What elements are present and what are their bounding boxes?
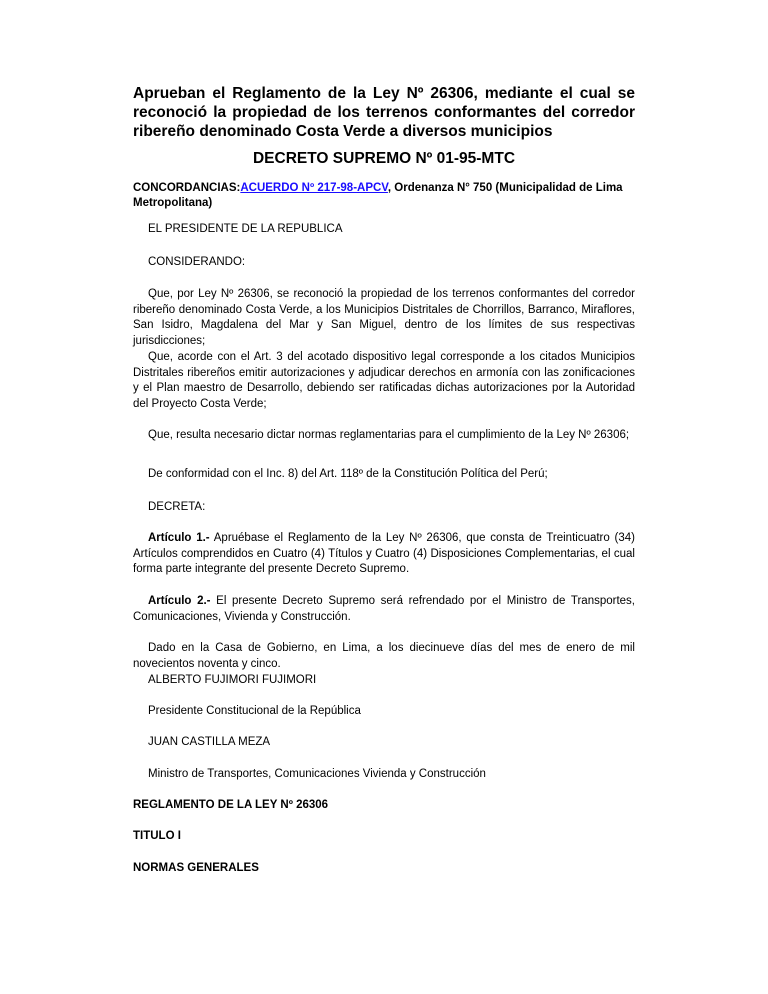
- titulo-heading: TITULO I: [133, 830, 181, 842]
- reglamento-heading: REGLAMENTO DE LA LEY Nº 26306: [133, 799, 329, 811]
- article-2-label: Artículo 2.-: [148, 595, 211, 607]
- paragraph-4: De conformidad con el Inc. 8) del Art. 118º de la Constitución Política del Perú;: [148, 468, 548, 480]
- president-line: EL PRESIDENTE DE LA REPUBLICA: [148, 223, 343, 235]
- decree-number: DECRETO SUPREMO Nº 01-95-MTC: [252, 150, 516, 167]
- document-title: Aprueban el Reglamento de la Ley Nº 26306, mediante el cual se reconoció la propiedad de los terrenos conformantes del corredor ribereño denominado Costa Verde a diversos municipios: [133, 85, 635, 140]
- article-1-label: Artículo 1.-: [148, 532, 210, 544]
- normas-generales-heading: NORMAS GENERALES: [133, 862, 259, 874]
- paragraph-1: Que, por Ley Nº 26306, se reconoció la propiedad de los terrenos conformantes del corredor ribereño denominado Costa Verde, a los Municipios Distritales de Chorrillos, Barranco, Miraflores, San Isidro, Magdalena del Mar y San Miguel, dentro de los límites de sus respectivas jurisdicciones;: [133, 288, 635, 347]
- signer-1-title: Presidente Constitucional de la República: [148, 705, 361, 717]
- concordancias-link[interactable]: ACUERDO Nº 217-98-APCV: [240, 182, 388, 194]
- paragraph-3: Que, resulta necesario dictar normas reglamentarias para el cumplimiento de la Ley Nº 26306;: [148, 429, 630, 441]
- considerando-heading: CONSIDERANDO:: [148, 256, 246, 268]
- decreta-heading: DECRETA:: [148, 501, 206, 513]
- closing-paragraph: Dado en la Casa de Gobierno, en Lima, a los diecinueve días del mes de enero de mil novecientos noventa y cinco.: [133, 642, 635, 670]
- concordancias: [133, 181, 635, 211]
- signer-1-name: ALBERTO FUJIMORI FUJIMORI: [148, 674, 317, 686]
- signer-2-name: JUAN CASTILLA MEZA: [148, 736, 271, 748]
- signer-2-title: Ministro de Transportes, Comunicaciones Vivienda y Construcción: [148, 768, 486, 780]
- concordancias-rest: , Ordenanza N° 750 (Municipalidad de Lima Metropolitana): [133, 182, 623, 209]
- article-1-text: Apruébase el Reglamento de la Ley Nº 26306, que consta de Treinticuatro (34) Artículos comprendidos en Cuatro (4) Títulos y Cuatro (4) Disposiciones Complementarias, el cual forma parte integrante del presente Decreto Supremo.: [133, 532, 635, 575]
- article-2: [133, 594, 635, 625]
- article-1: [133, 531, 635, 578]
- paragraph-2: Que, acorde con el Art. 3 del acotado dispositivo legal corresponde a los citados Municipios Distritales ribereños emitir autorizaciones y adjudicar derechos en armonía con las zonificaciones y el Plan maestro de Desarrollo, debiendo ser ratificadas dichas autorizaciones por la Autoridad del Proyecto Costa Verde;: [133, 351, 635, 410]
- concordancias-label: CONCORDANCIAS:: [133, 182, 241, 194]
- article-2-text: El presente Decreto Supremo será refrendado por el Ministro de Transportes, Comunicaciones, Vivienda y Construcción.: [133, 595, 636, 623]
